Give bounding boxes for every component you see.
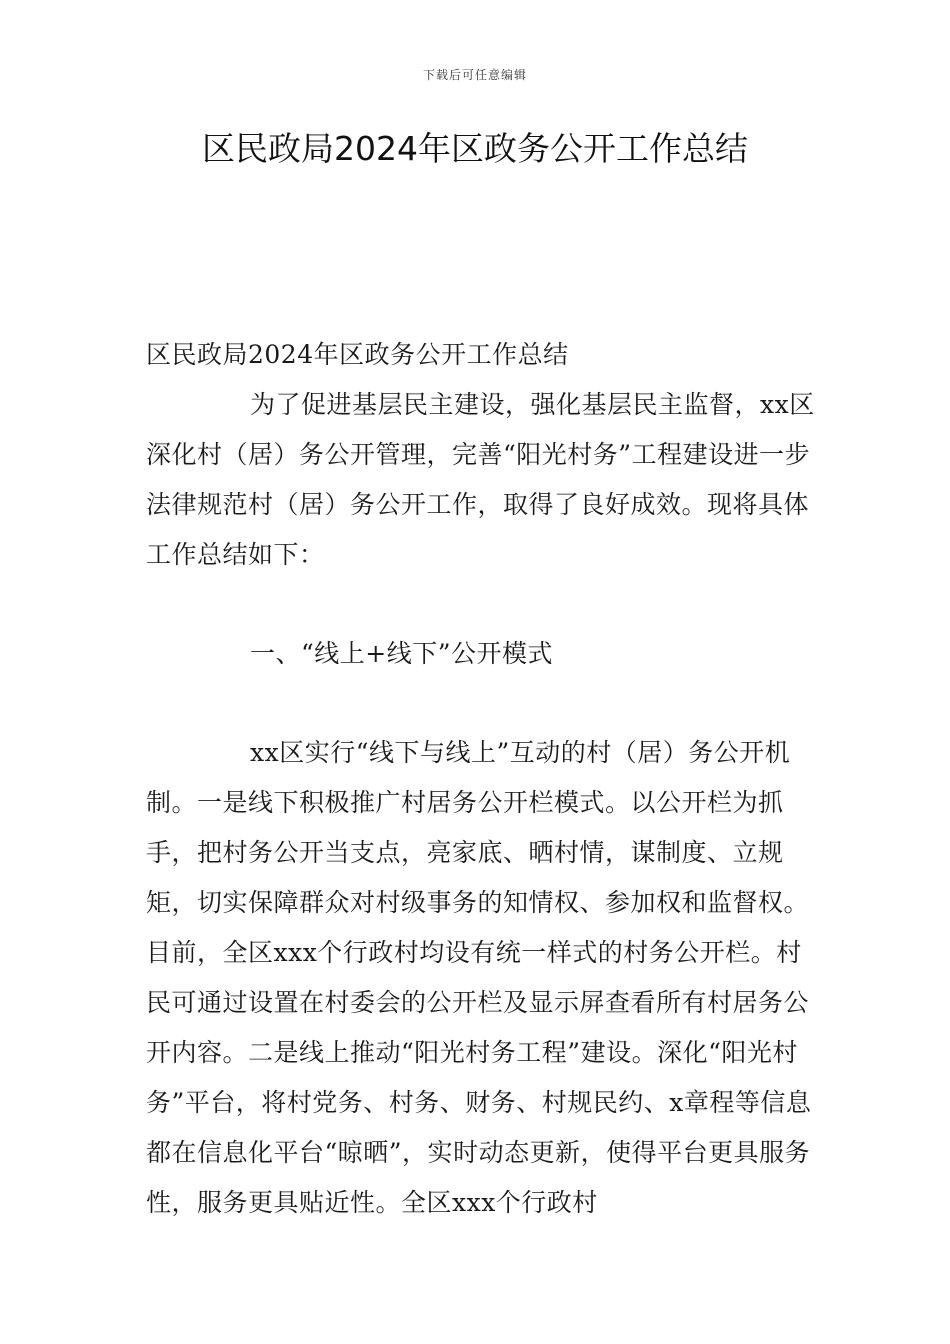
section-heading: 一、“线上+线下”公开模式 <box>250 639 554 668</box>
document-title: 区民政局2024年区政务公开工作总结 <box>202 129 748 168</box>
section-paragraph: xx区实行“线下与线上”互动的村（居）务公开机制。一是线下积极推广村居务公开栏模式。以公开栏为抓手，把村务公开当支点，亮家底、晒村情，谋制度、立规矩，切实保障群众对村级事务的知情权、参加权和监督权。目前，全区xxx个行政村均设有统一样式的村务公开栏。村民可通过设置在村委会的公开栏及显示屏查看所有村居务公开内容。二是线上推动“阳光村务工程”建设。深化“阳光村务”平台，将村党务、村务、财务、村规民约、x章程等信息都在信息化平台“晾晒”，实时动态更新，使得平台更具服务性，服务更具贴近性。全区xxx个行政村 <box>146 738 812 1217</box>
document-body <box>146 330 826 1228</box>
intro-paragraph: 为了促进基层民主建设，强化基层民主监督，xx区深化村（居）务公开管理，完善“阳光村务”工程建设进一步法律规范村（居）务公开工作，取得了良好成效。现将具体工作总结如下： <box>146 390 815 569</box>
document-subtitle: 区民政局2024年区政务公开工作总结 <box>146 340 569 369</box>
header-note: 下载后可任意编辑 <box>422 68 527 82</box>
